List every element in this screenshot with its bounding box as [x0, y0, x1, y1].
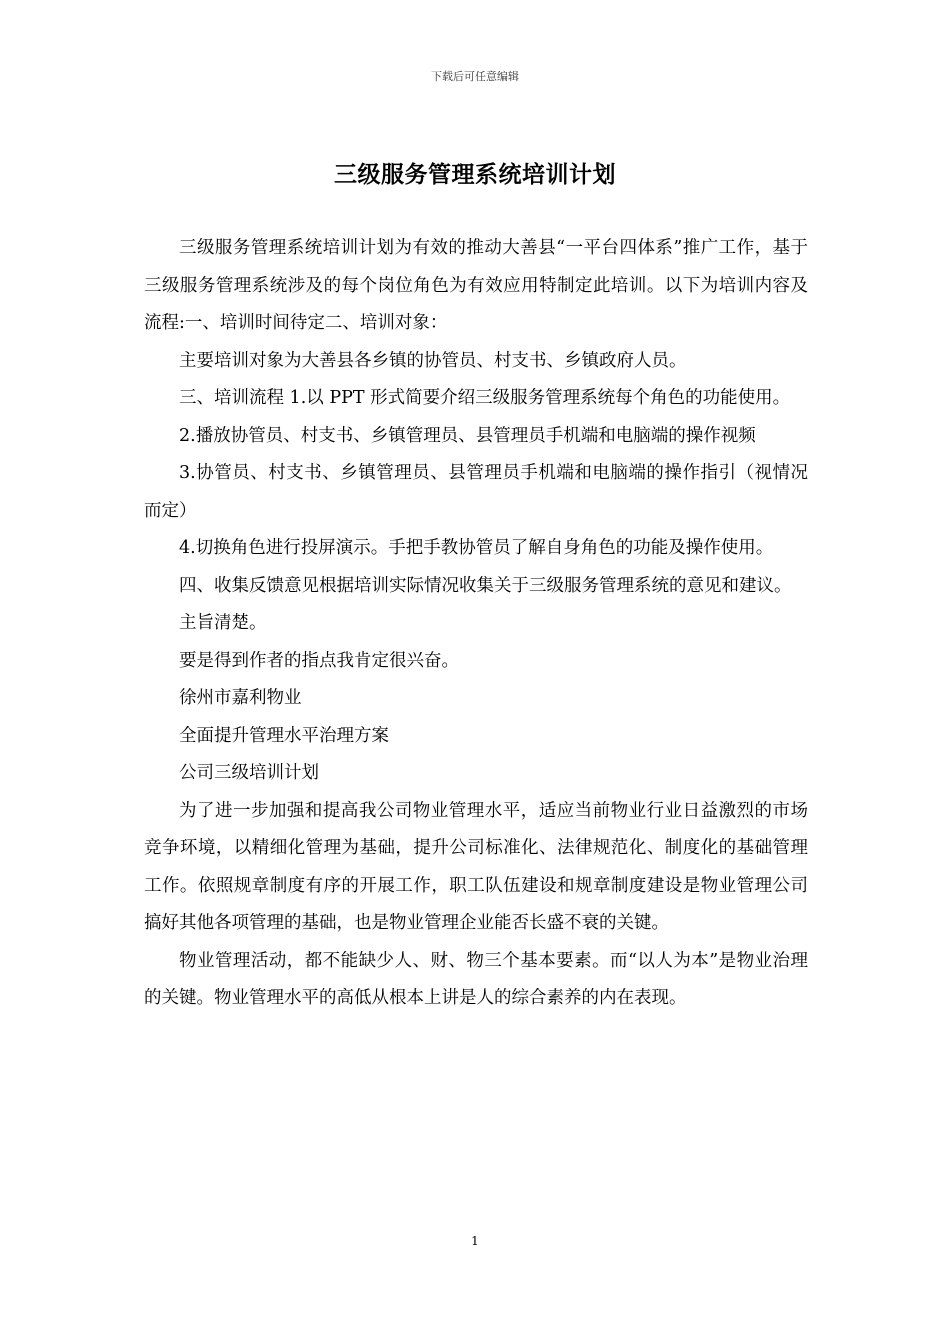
document-title: 三级服务管理系统培训计划: [334, 161, 616, 188]
body-paragraph: 要是得到作者的指点我肯定很兴奋。: [179, 650, 459, 671]
page-header-note: 下载后可任意编辑: [431, 70, 519, 83]
body-paragraph: 公司三级培训计划: [179, 763, 319, 783]
body-paragraph: 主旨清楚。: [179, 613, 267, 633]
body-paragraph: 徐州市嘉利物业: [179, 688, 302, 708]
body-paragraph: 三、培训流程 1.以 PPT 形式简要介绍三级服务管理系统每个角色的功能使用。: [179, 388, 791, 408]
body-paragraph: 2.播放协管员、村支书、乡镇管理员、县管理员手机端和电脑端的操作视频: [179, 425, 756, 446]
body-paragraph: 三级服务管理系统培训计划为有效的推动大善县“一平台四体系”推广工作，基于三级服务管理系统涉及的每个岗位角色为有效应用特制定此培训。以下为培训内容及流程:一、培训时间待定二、培训对象：: [144, 238, 808, 333]
body-paragraph: 主要培训对象为大善县各乡镇的协管员、村支书、乡镇政府人员。: [179, 350, 687, 371]
body-paragraph: 物业管理活动，都不能缺少人、财、物三个基本要素。而“以人为本”是物业治理的关键。物业管理水平的高低从根本上讲是人的综合素养的内在表现。: [144, 950, 808, 1008]
body-paragraph: 为了进一步加强和提高我公司物业管理水平，适应当前物业行业日益激烈的市场竞争环境，以精细化管理为基础，提升公司标准化、法律规范化、制度化的基础管理工作。依照规章制度有序的开展工作，职工队伍建设和规章制度建设是物业管理公司搞好其他各项管理的基础，也是物业管理企业能否长盛不衰的关键。: [144, 800, 808, 933]
body-paragraph: 3.协管员、村支书、乡镇管理员、县管理员手机端和电脑端的操作指引（视情况而定）: [144, 463, 808, 521]
page-number: 1: [471, 1234, 479, 1248]
body-paragraph: 4.切换角色进行投屏演示。手把手教协管员了解自身角色的功能及操作使用。: [179, 538, 774, 558]
body-paragraph: 四、收集反馈意见根据培训实际情况收集关于三级服务管理系统的意见和建议。: [179, 575, 792, 596]
body-paragraph: 全面提升管理水平治理方案: [179, 725, 389, 746]
document-body: [144, 230, 808, 1018]
